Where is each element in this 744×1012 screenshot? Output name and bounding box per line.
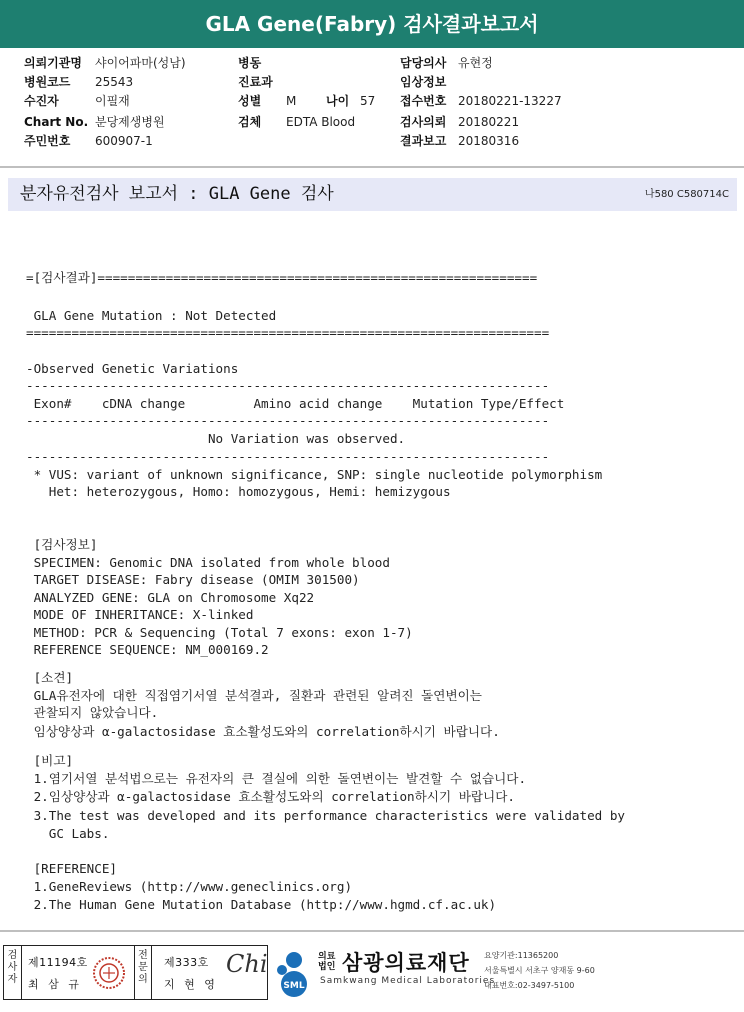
examiner-name: 최 삼 규 [28, 978, 82, 991]
signature: Chi [226, 950, 268, 978]
info-label: 접수번호 [400, 94, 447, 108]
report-line: GC Labs. [26, 826, 110, 841]
report-line: [소견] [26, 670, 74, 685]
info-row [0, 92, 744, 111]
section-band [8, 178, 737, 211]
info-row [0, 54, 744, 73]
report-line: 1.염기서열 분석법으로는 유전자의 큰 결실에 의한 돌연변이는 발견할 수 없습니다. [26, 771, 527, 786]
report-line: --------------------------------------------------------------------- [26, 413, 550, 428]
info-value: 600907-1 [95, 134, 153, 148]
logo-text: SML [283, 981, 305, 991]
report-line: 임상양상과 α-galactosidase 효소활성도와의 correlation하시기 바랍니다. [26, 724, 500, 739]
examiner-heading: 검사자 [4, 946, 22, 999]
report-line: 2.The Human Gene Mutation Database (http://www.hgmd.cf.ac.uk) [26, 897, 497, 912]
specialist-name: 지 현 영 [164, 978, 218, 991]
info-label: 의뢰기관명 [24, 56, 82, 70]
info-value: M [286, 94, 297, 108]
report-line: SPECIMEN: Genomic DNA isolated from whole blood [26, 555, 390, 570]
report-line: 관찰되지 않았습니다. [26, 705, 159, 720]
org-kind: 의료법인 [318, 952, 336, 972]
specialist-license: 제333호 [164, 956, 209, 969]
organization-logo-area [272, 944, 742, 1004]
info-value: EDTA Blood [286, 115, 356, 129]
contact-line: 요양기관:11365200 [484, 951, 559, 960]
info-label: 수진자 [24, 94, 59, 108]
info-value: 샤이어파마(성남) [95, 56, 186, 70]
info-label: 성별 [238, 94, 262, 108]
report-footer [0, 930, 744, 1012]
info-label: 결과보고 [400, 134, 447, 148]
report-line: --------------------------------------------------------------------- [26, 378, 550, 393]
info-value: 유현정 [458, 56, 493, 70]
info-value: 분당제생병원 [95, 115, 165, 129]
info-value: 20180316 [458, 134, 520, 148]
report-line: 3.The test was developed and its performance characteristics were validated by [26, 808, 625, 823]
info-row [0, 113, 744, 132]
report-line: * VUS: variant of unknown significance, SNP: single nucleotide polymorphism [26, 467, 603, 482]
report-line: GLA Gene Mutation : Not Detected [26, 308, 277, 323]
report-line: [REFERENCE] [26, 861, 117, 876]
seal-icon [92, 956, 126, 990]
info-label: 임상정보 [400, 75, 447, 89]
info-label: 병동 [238, 56, 262, 70]
test-code: 나580 C580714C [644, 189, 729, 200]
report-line: REFERENCE SEQUENCE: NM_000169.2 [26, 642, 269, 657]
contact-line: 대표번호:02-3497-5100 [484, 981, 575, 990]
info-value: 20180221-13227 [458, 94, 562, 108]
info-label: 병원코드 [24, 75, 71, 89]
info-label: Chart No. [24, 115, 89, 129]
contact-line: 서울특별시 서초구 양재동 9-60 [484, 966, 595, 975]
signature-box [3, 945, 268, 1000]
report-line: -Observed Genetic Variations [26, 361, 239, 376]
sml-logo-icon [272, 946, 316, 998]
report-line: =[검사결과]========================================================== [26, 270, 538, 285]
specialist-heading: 전문의 [134, 946, 152, 999]
info-row [0, 132, 744, 151]
report-line: MODE OF INHERITANCE: X-linked [26, 607, 254, 622]
info-value: 20180221 [458, 115, 520, 129]
report-line: --------------------------------------------------------------------- [26, 449, 550, 464]
org-name-english: Samkwang Medical Laboratories [320, 976, 496, 986]
report-line: METHOD: PCR & Sequencing (Total 7 exons: exon 1-7) [26, 625, 413, 640]
patient-info [0, 52, 744, 168]
report-line: 1.GeneReviews (http://www.geneclinics.org) [26, 879, 353, 894]
report-line: No Variation was observed. [26, 431, 406, 446]
info-label: 검체 [238, 115, 262, 129]
section-title: 분자유전검사 보고서 : GLA Gene 검사 [20, 184, 334, 204]
report-line: [비고] [26, 753, 74, 768]
report-line: ===================================================================== [26, 325, 550, 340]
report-title: GLA Gene(Fabry) 검사결과보고서 [205, 12, 539, 36]
report-line: Het: heterozygous, Homo: homozygous, Hemi: hemizygous [26, 484, 451, 499]
info-label: 주민번호 [24, 134, 71, 148]
report-line: 2.임상양상과 α-galactosidase 효소활성도와의 correlation하시기 바랍니다. [26, 789, 515, 804]
info-label: 나이 [326, 94, 350, 108]
examiner-license: 제11194호 [28, 956, 88, 969]
report-line: Exon# cDNA change Amino acid change Mutation Type/Effect [26, 396, 565, 411]
report-line: [검사정보] [26, 537, 98, 552]
info-value: 57 [360, 94, 376, 108]
info-label: 담당의사 [400, 56, 447, 70]
info-value: 이필재 [95, 94, 130, 108]
report-line: ANALYZED GENE: GLA on Chromosome Xq22 [26, 590, 315, 605]
report-header [0, 0, 744, 48]
info-value: 25543 [95, 75, 134, 89]
info-row [0, 73, 744, 92]
info-label: 진료과 [238, 75, 273, 89]
org-name: 삼광의료재단 [342, 951, 470, 975]
report-line: GLA유전자에 대한 직접염기서열 분석결과, 질환과 관련된 알려진 돌연변이는 [26, 688, 482, 703]
info-label: 검사의뢰 [400, 115, 447, 129]
report-line: TARGET DISEASE: Fabry disease (OMIM 301500) [26, 572, 360, 587]
